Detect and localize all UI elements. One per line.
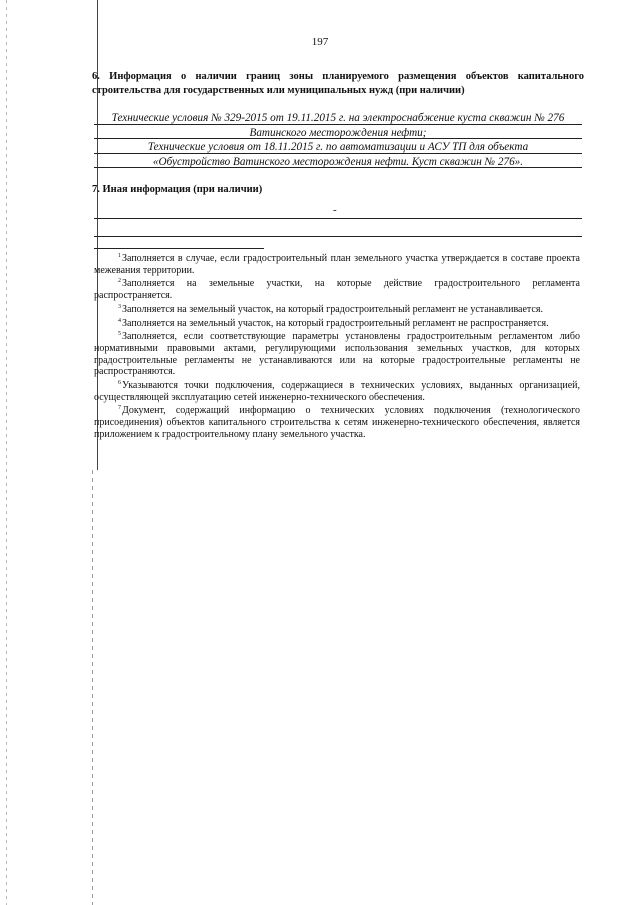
footnote-number: 4 (118, 317, 121, 324)
footnote-number: 5 (118, 331, 121, 338)
conditions-line-4: «Обустройство Ватинского месторождения нефти. Куст скважин № 276». (152, 155, 524, 168)
section-6-heading: 6. Информация о наличии границ зоны планируемого размещения объектов капитального строительства для государственных или муниципальных нужд (при наличии) (92, 71, 584, 96)
footnote-number: 6 (118, 380, 121, 387)
conditions-line-2: Ватинского месторождения нефти; (249, 126, 427, 139)
footnote (94, 329, 580, 378)
underline (94, 153, 582, 154)
footnote (94, 276, 580, 301)
footnote-text: Документ, содержащий информацию о технических условиях подключения (технологического присоединения) объектов капитального строительства к сетям инженерно-технического обеспечения, является приложением к градостроительному плану земельного участка. (94, 405, 580, 440)
section-7-underline (94, 236, 582, 237)
footnote-text: Заполняется, если соответствующие параметры установлены градостроительным регламентом либо нормативными правовыми актами, регулирующими использования земельных участков, для которых градостроительные регламенты не устанавливаются или на которые градостроительные регламенты не распространяются. (94, 331, 580, 378)
section-7-value: - (333, 204, 337, 216)
underline (94, 167, 582, 168)
margin-line-lower (92, 470, 93, 905)
underline (94, 138, 582, 139)
footnote-text: Заполняется на земельный участок, на который градостроительный регламент не устанавливается. (122, 303, 543, 315)
footnote (94, 316, 580, 330)
conditions-line-1: Технические условия № 329-2015 от 19.11.2015 г. на электроснабжение куста скважин № 276 (111, 112, 565, 124)
footnote-text: Заполняется на земельные участки, на которые действие градостроительного регламента распространяется. (94, 278, 580, 302)
footnote-text: Заполняется в случае, если градостроительный план земельного участка утверждается в составе проекта межевания территории. (94, 253, 580, 276)
footnote (94, 302, 580, 316)
section-7-underline (94, 218, 582, 219)
scan-edge (6, 0, 7, 905)
footnotes (94, 251, 580, 441)
underline (94, 124, 582, 125)
technical-conditions (92, 111, 584, 169)
footnote (94, 403, 580, 440)
section-7-heading: 7. Иная информация (при наличии) (92, 184, 263, 195)
conditions-line-3: Технические условия от 18.11.2015 г. по автоматизации и АСУ ТП для объекта (147, 141, 529, 153)
footnote (94, 251, 580, 276)
footnote-number: 3 (118, 303, 121, 310)
footnote-number: 1 (118, 253, 121, 259)
footnote-number: 2 (118, 278, 121, 285)
footnote (94, 378, 580, 403)
footnote-number: 7 (118, 405, 121, 412)
footnote-separator (94, 248, 264, 249)
footnote-text: Указываются точки подключения, содержащиеся в технических условиях, выданных организацией, осуществляющей эксплуатацию сетей инженерно-технического обеспечения. (94, 380, 580, 403)
page-number: 197 (311, 36, 329, 48)
footnote-text: Заполняется на земельный участок, на который градостроительный регламент не распространяется. (122, 317, 549, 329)
